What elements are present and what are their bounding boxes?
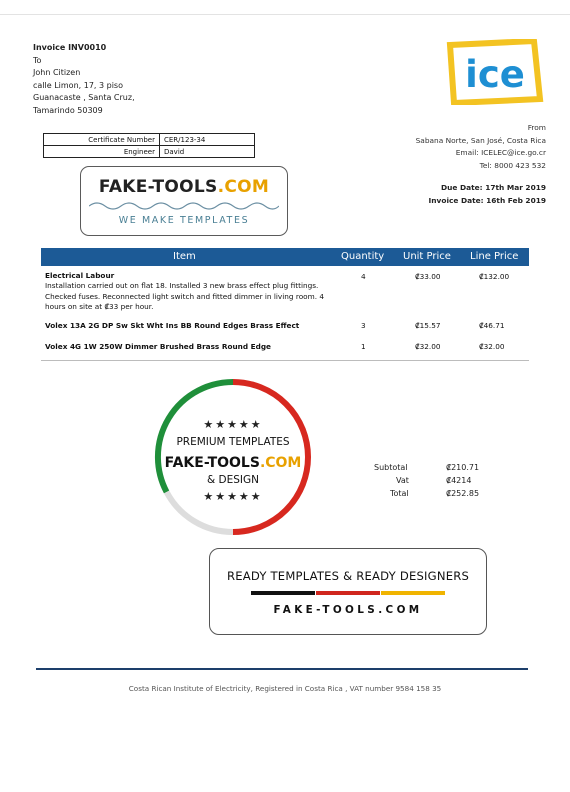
row-title: Volex 13A 2G DP Sw Skt Wht Ins BB Round Edges Brass Effect	[45, 321, 300, 330]
flag-bars	[251, 591, 445, 595]
seal-line-design: & DESIGN	[207, 474, 259, 486]
col-item: Item	[173, 251, 196, 262]
invoice-dates	[429, 182, 546, 207]
row-line-price: ₡132.00	[479, 272, 510, 281]
watermark-circle-seal	[152, 376, 314, 538]
top-divider	[0, 14, 570, 15]
total-label: Total	[390, 489, 409, 498]
footer-divider	[36, 668, 528, 670]
table-row	[45, 271, 529, 313]
bar-yellow	[381, 591, 445, 595]
items-table-header	[41, 248, 529, 266]
certificate-row	[44, 134, 255, 146]
footer-text: Costa Rican Institute of Electricity, Registered in Costa Rica , VAT number 9584 158 35	[128, 684, 442, 693]
from-address: Sabana Norte, San José, Costa Rica	[415, 135, 546, 145]
row-title: Electrical Labour	[45, 271, 115, 280]
ice-logo	[446, 39, 544, 105]
sender-address	[416, 122, 546, 173]
table-row	[45, 321, 529, 330]
col-unit-price: Unit Price	[403, 251, 451, 262]
row-description: Installation carried out on flat 18. Installed 3 new brass effect plug fittings. Checked fuses. Reconnected light switch and fitted dimmer in living room. 4 hours on site at ₡33 per hour.	[45, 281, 325, 312]
from-label: From	[527, 123, 546, 132]
invoice-number: Invoice INV0010	[33, 43, 107, 52]
watermark-brand: FAKE-TOOLS.COM	[98, 177, 270, 197]
stars-bottom: ★★★★★	[203, 490, 263, 503]
row-quantity: 1	[361, 342, 366, 351]
certificate-number-value: CER/123-34	[160, 134, 255, 146]
watermark-ready-templates	[209, 548, 487, 635]
customer-name: John Citizen	[33, 68, 81, 78]
watermark-tagline: WE MAKE TEMPLATES	[118, 215, 250, 226]
col-line-price: Line Price	[470, 251, 519, 262]
certificate-table	[43, 133, 255, 158]
from-tel: Tel: 8000 423 532	[479, 161, 546, 171]
stars-top: ★★★★★	[203, 418, 263, 431]
customer-street: calle Limon, 17, 3 piso	[33, 80, 123, 90]
watermark-box-title: READY TEMPLATES & READY DESIGNERS	[226, 569, 470, 583]
row-line-price: ₡46.71	[479, 321, 505, 330]
row-title: Volex 4G 1W 250W Dimmer Brushed Brass Round Edge	[45, 342, 271, 351]
due-date: Due Date: 17th Mar 2019	[441, 183, 546, 192]
vat-label: Vat	[396, 476, 409, 485]
row-unit-price: ₡15.57	[415, 321, 441, 330]
total-value: ₡252.85	[446, 489, 480, 498]
certificate-number-label: Certificate Number	[44, 134, 160, 146]
subtotal-value: ₡210.71	[446, 463, 480, 472]
watermark-fake-tools-badge	[80, 166, 288, 236]
subtotal-label: Subtotal	[374, 463, 408, 472]
table-bottom-divider	[41, 360, 529, 361]
row-quantity: 3	[361, 321, 366, 330]
seal-line-premium: PREMIUM TEMPLATES	[176, 436, 290, 448]
from-email: Email: ICELEC@ice.go.cr	[455, 148, 546, 158]
vat-value: ₡4214	[446, 476, 472, 485]
engineer-value: David	[160, 146, 255, 158]
row-unit-price: ₡33.00	[415, 272, 441, 281]
seal-brand: FAKE-TOOLS.COM	[164, 455, 302, 471]
customer-city: Guanacaste , Santa Cruz,	[33, 93, 135, 103]
row-quantity: 4	[361, 272, 366, 281]
row-unit-price: ₡32.00	[415, 342, 441, 351]
invoice-date: Invoice Date: 16th Feb 2019	[428, 195, 546, 205]
wave-line-icon	[89, 200, 279, 212]
row-line-price: ₡32.00	[479, 342, 505, 351]
to-label: To	[33, 55, 42, 65]
customer-address	[33, 42, 135, 118]
table-row	[45, 342, 529, 351]
customer-postcode: Tamarindo 50309	[33, 105, 103, 115]
logo-text: ice	[465, 53, 525, 96]
engineer-row	[44, 146, 255, 158]
bar-red	[316, 591, 380, 595]
engineer-label: Engineer	[44, 146, 160, 158]
bar-black	[251, 591, 315, 595]
col-quantity: Quantity	[341, 251, 385, 262]
watermark-box-brand: FAKE-TOOLS.COM	[273, 604, 423, 616]
